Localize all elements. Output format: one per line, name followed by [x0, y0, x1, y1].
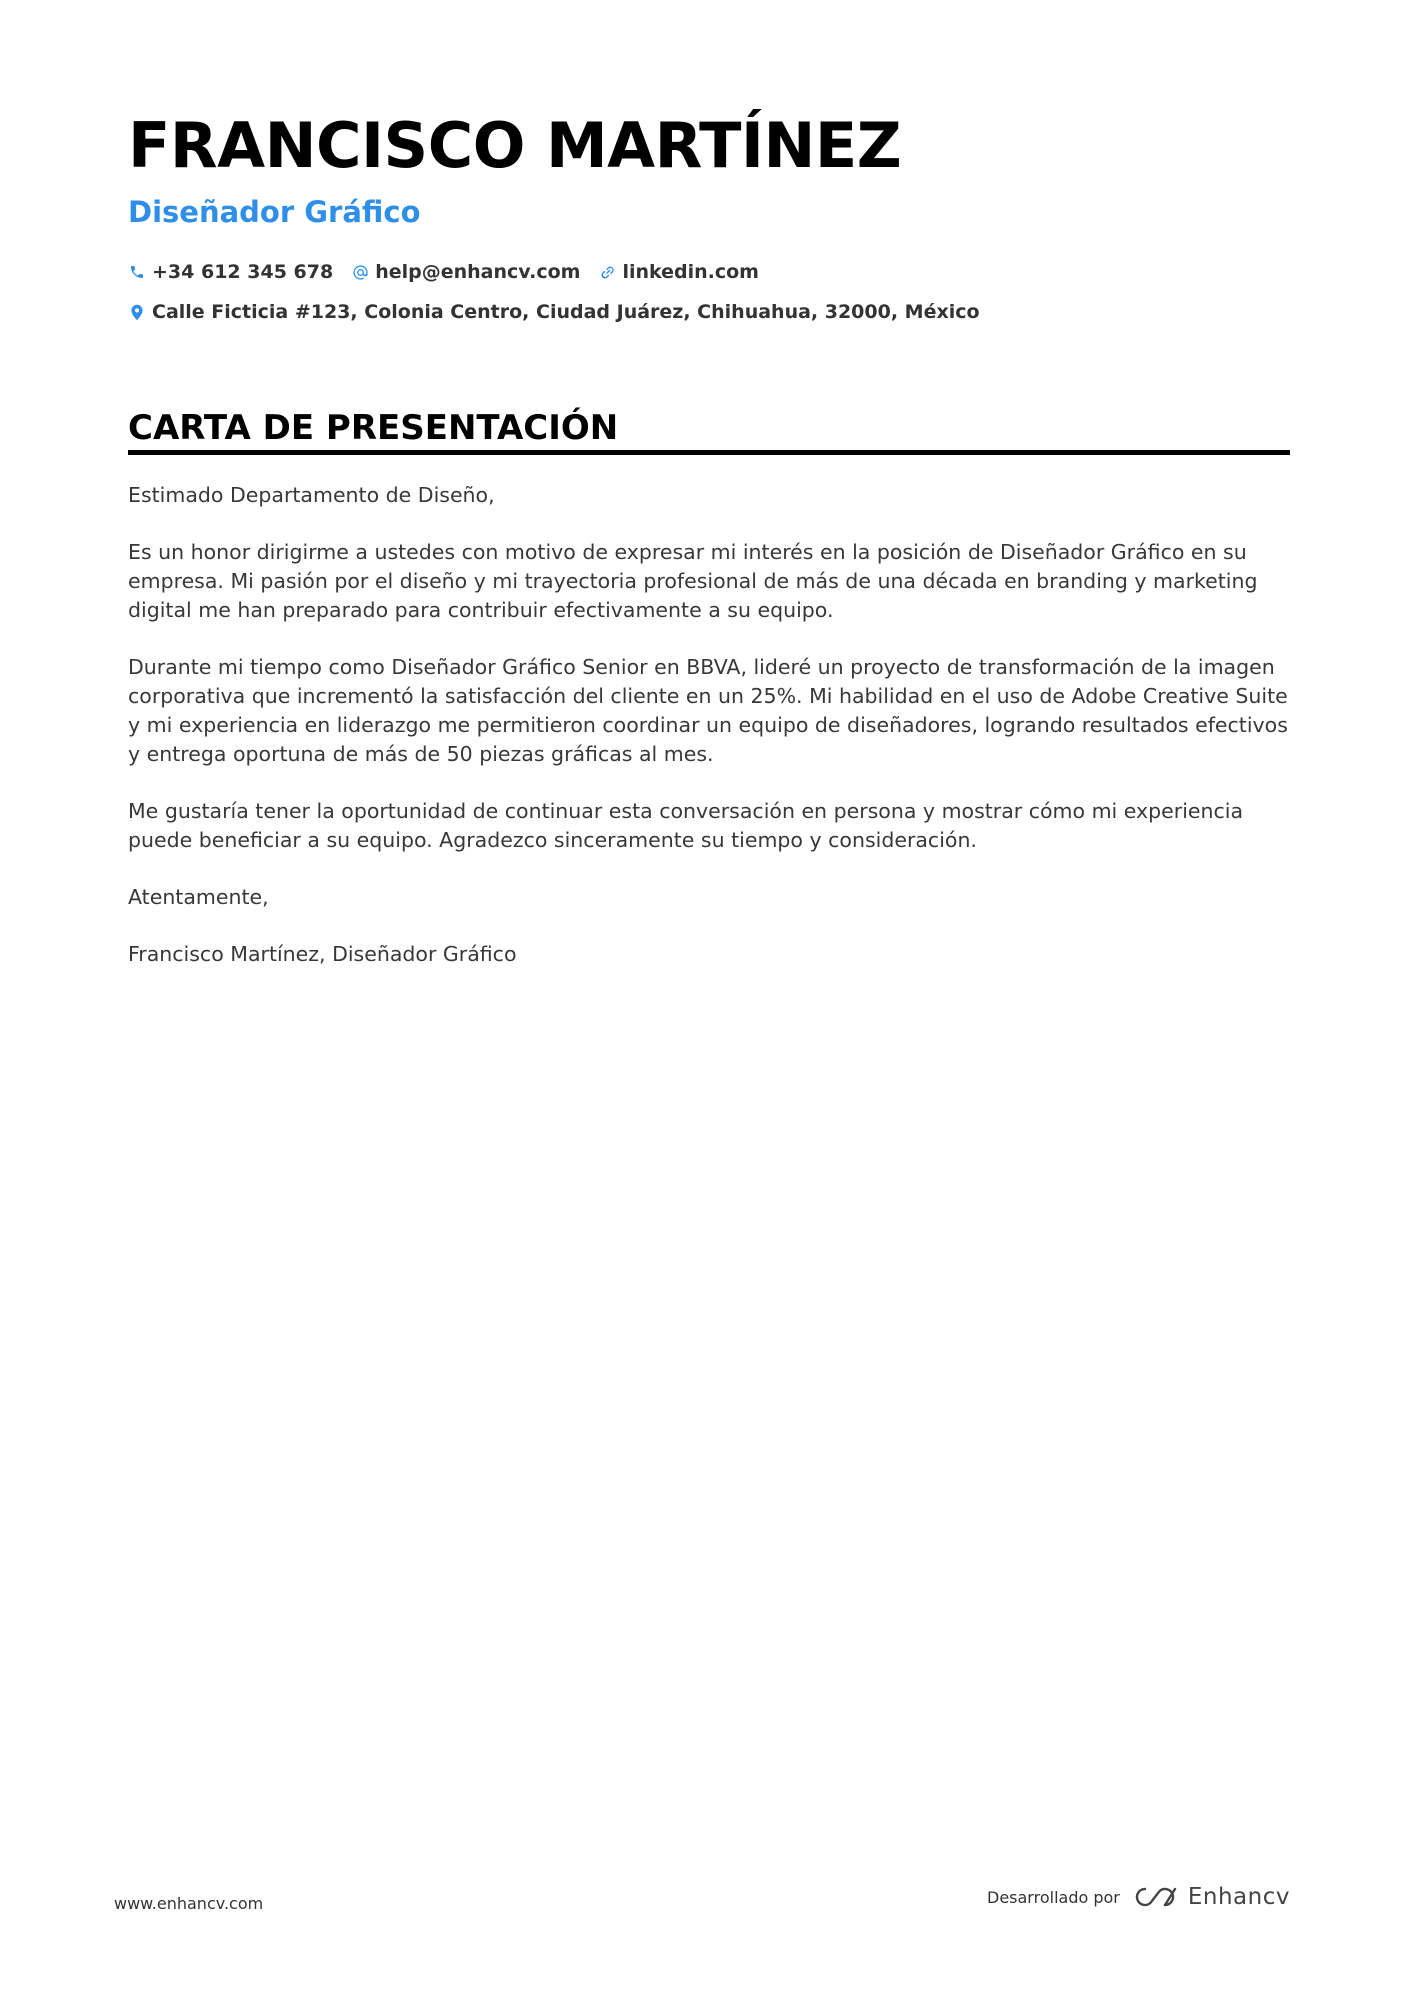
- header: [128, 108, 1288, 326]
- powered-by-label: Desarrollado por: [987, 1887, 1120, 1907]
- section-divider: [128, 450, 1290, 455]
- brand-name: Enhancv: [1187, 1884, 1290, 1910]
- contact-email[interactable]: [351, 261, 580, 283]
- footer-branding[interactable]: [987, 1884, 1290, 1910]
- contact-link[interactable]: [598, 261, 759, 283]
- letter-body: [128, 481, 1290, 997]
- email-address: help@enhancv.com: [375, 261, 581, 283]
- phone-number: +34 612 345 678: [152, 261, 334, 283]
- letter-closing: Atentamente,: [128, 885, 269, 909]
- letter-greeting: Estimado Departamento de Diseño,: [128, 483, 495, 507]
- location-pin-icon: [128, 303, 146, 321]
- candidate-role: Diseñador Gráfico: [128, 195, 421, 229]
- candidate-name: FRANCISCO MARTÍNEZ: [128, 109, 902, 182]
- contact-phone: [128, 261, 333, 283]
- link-text: linkedin.com: [622, 261, 759, 283]
- address-text: Calle Ficticia #123, Colonia Centro, Ciudad Juárez, Chihuahua, 32000, México: [152, 301, 980, 323]
- link-icon: [598, 263, 616, 281]
- letter-paragraph: Es un honor dirigirme a ustedes con motivo de expresar mi interés en la posición de Diseñador Gráfico en su empresa. Mi pasión por el diseño y mi trayectoria profesional de más de una década en branding y marketing digital me han preparado para contribuir efectivamente a su equipo.: [128, 540, 1258, 622]
- contact-address: [128, 301, 980, 323]
- letter-paragraph: Durante mi tiempo como Diseñador Gráfico Senior en BBVA, lideré un proyecto de transformación de la imagen corporativa que incrementó la satisfacción del cliente en un 25%. Mi habilidad en el uso de Adobe Creative Suite y mi experiencia en liderazgo me permitieron coordinar un equipo de diseñadores, logrando resultados efectivos y entrega oportuna de más de 50 piezas gráficas al mes.: [128, 655, 1288, 766]
- letter-paragraph: Me gustaría tener la oportunidad de continuar esta conversación en persona y mostrar cómo mi experiencia puede beneficiar a su equipo. Agradezco sinceramente su tiempo y consideración.: [128, 799, 1244, 852]
- contact-row: [128, 258, 1288, 286]
- enhancv-logo-icon: [1132, 1885, 1178, 1909]
- section-title: CARTA DE PRESENTACIÓN: [128, 408, 619, 448]
- at-icon: [351, 263, 369, 281]
- address-row: [128, 298, 1288, 326]
- phone-icon: [128, 263, 146, 281]
- footer-website[interactable]: www.enhancv.com: [114, 1894, 264, 1913]
- letter-signature: Francisco Martínez, Diseñador Gráfico: [128, 942, 517, 966]
